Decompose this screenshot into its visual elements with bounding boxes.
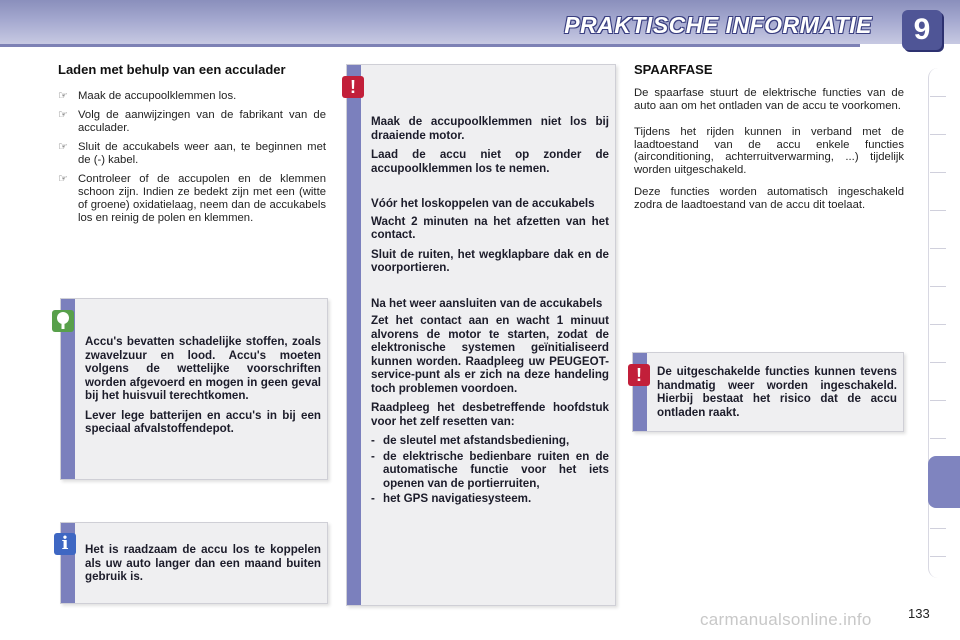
list-item: ☞ Volg de aanwijzingen van de fabrikant van de acculader.: [58, 109, 326, 134]
pointing-hand-icon: ☞: [58, 141, 68, 153]
tab-divider: [930, 172, 946, 173]
list-item: - de sleutel met afstandsbediening,: [371, 434, 570, 447]
section-heading-saving-mode: SPAARFASE: [634, 62, 713, 77]
dash-bullet: -: [371, 449, 375, 463]
info-text: Het is raadzaam de accu los te koppelen als uw auto langer dan een maand buiten gebruik is.: [85, 543, 321, 583]
tree-icon: [52, 310, 74, 332]
tab-divider: [930, 362, 946, 363]
right-column: [634, 62, 904, 221]
page-number: 133: [908, 606, 930, 621]
warning-icon: !: [628, 364, 650, 386]
section-heading-charging: Laden met behulp van een acculader: [58, 62, 286, 77]
tab-divider: [930, 556, 946, 557]
chapter-number-badge: 9: [902, 10, 942, 50]
info-icon: i: [54, 533, 76, 555]
list-item: - het GPS navigatiesysteem.: [371, 492, 532, 505]
dash-bullet: -: [371, 492, 375, 505]
notice-bar: [347, 65, 361, 605]
warning-text: De uitgeschakelde functies kunnen tevens handmatig weer worden ingeschakeld. Hierbij bestaat het risico dat de accu ontladen raakt.: [657, 365, 897, 419]
list-item: ☞ Sluit de accukabels weer aan, te beginnen met de (-) kabel.: [58, 141, 326, 166]
list-item: - de elektrische bedienbare ruiten en de automatische functie voor het iets openen van de portierruiten,: [371, 449, 609, 490]
paragraph: De spaarfase stuurt de elektrische functies van de auto aan om het ontladen van de accu te voorkomen.: [634, 87, 904, 112]
tab-divider: [930, 96, 946, 97]
info-notice-box: [60, 522, 328, 604]
warning-text: Laad de accu niet op zonder de accupoolklemmen los te nemen.: [371, 148, 609, 175]
tab-divider: [930, 248, 946, 249]
left-column: [58, 62, 326, 231]
reset-list: [371, 434, 609, 506]
warning-text: Maak de accupoolklemmen niet los bij draaiende motor.: [371, 115, 609, 142]
subheading-after-reconnect: Na het weer aansluiten van de accukabels: [371, 296, 603, 310]
active-chapter-tab[interactable]: [928, 456, 960, 508]
list-item: ☞ Maak de accupoolklemmen los.: [58, 90, 237, 102]
page-title: PRAKTISCHE INFORMATIE: [564, 12, 872, 38]
paragraph: Raadpleeg het desbetreffende hoofdstuk voor het zelf resetten van:: [371, 401, 609, 428]
subheading-before-disconnect: Vóór het loskoppelen van de accukabels: [371, 197, 595, 210]
tab-divider: [930, 528, 946, 529]
center-warning-box: [346, 64, 616, 606]
charging-steps: [58, 90, 326, 225]
tab-divider: [930, 210, 946, 211]
eco-text: Accu's bevatten schadelijke stoffen, zoals zwavelzuur en lood. Accu's moeten volgens de wettelijke voorschriften worden afgevoerd en mogen in geen geval bij het huisvuil terechtkomen.: [85, 335, 321, 402]
tab-divider: [930, 438, 946, 439]
watermark: carmanualsonline.info: [700, 610, 872, 629]
list-item: ☞ Controleer of de accupolen en de klemmen schoon zijn. Indien ze bedekt zijn met een (witte of groene) oxidatielaag, neem dan de accukabels los en reinig de polen en klemmen.: [58, 173, 326, 224]
pointing-hand-icon: ☞: [58, 109, 68, 121]
warning-icon: !: [342, 76, 364, 98]
paragraph: Wacht 2 minuten na het afzetten van het contact.: [371, 214, 609, 241]
paragraph: Zet het contact aan en wacht 1 minuut alvorens de motor te starten, zodat de elektronische systemen geïnitialiseerd kunnen worden. Raadpleeg uw PEUGEOT-service-punt als er zich na deze handeling toch problemen voordoen.: [371, 314, 609, 395]
header-stripe: [0, 44, 860, 47]
pointing-hand-icon: ☞: [58, 90, 68, 102]
right-warning-box: [632, 352, 904, 432]
tab-divider: [930, 324, 946, 325]
tab-divider: [930, 400, 946, 401]
eco-text: Lever lege batterijen en accu's in bij een speciaal afvalstoffendepot.: [85, 408, 321, 435]
pointing-hand-icon: ☞: [58, 173, 68, 185]
page-header: [0, 0, 960, 58]
paragraph: Tijdens het rijden kunnen in verband met de laadtoestand van de accu enkele functies (airconditioning, achterruitverwarming, ...) tijdelijk worden uitgeschakeld.: [634, 126, 904, 176]
paragraph: Sluit de ruiten, het wegklapbare dak en de voorportieren.: [371, 247, 609, 274]
tab-divider: [930, 286, 946, 287]
paragraph: Deze functies worden automatisch ingeschakeld zodra de laadtoestand van de accu dit toelaat.: [634, 186, 904, 211]
dash-bullet: -: [371, 434, 375, 447]
eco-notice-box: [60, 298, 328, 480]
tab-divider: [930, 134, 946, 135]
